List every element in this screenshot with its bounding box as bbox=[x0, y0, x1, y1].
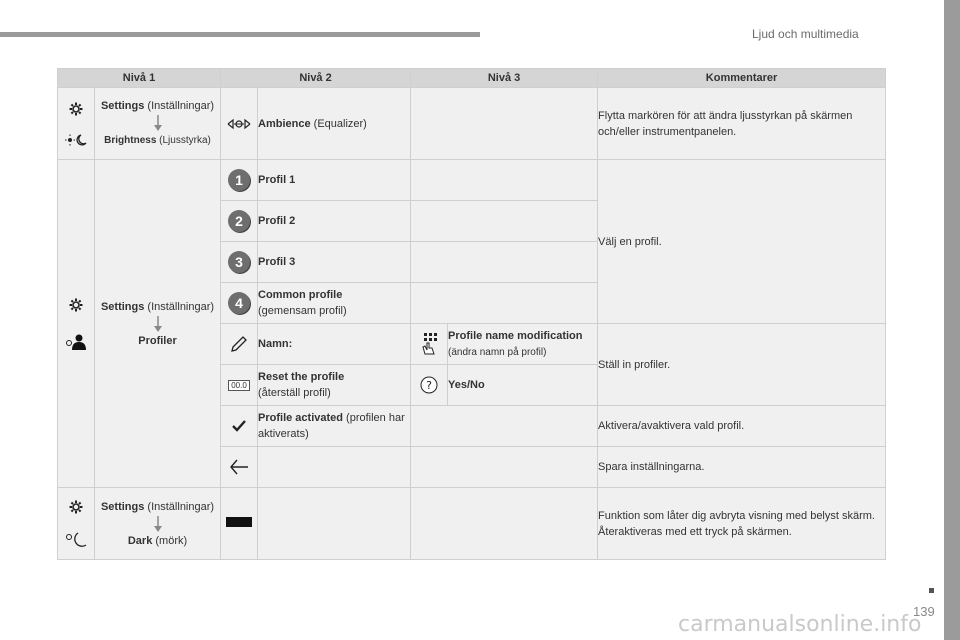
common-profile-label: Common profile bbox=[258, 289, 343, 301]
svg-text:?: ? bbox=[426, 379, 432, 392]
badge-cell bbox=[221, 201, 258, 242]
reset-label: Reset the profile bbox=[258, 371, 345, 383]
profil-3-label: Profil 3 bbox=[258, 242, 411, 283]
equalizer-icon bbox=[227, 118, 251, 130]
checkmark-icon bbox=[232, 420, 246, 432]
dark-moon-icon bbox=[65, 532, 87, 548]
comment-dark-line1: Funktion som låter dig avbryta visning med belyst skärm. bbox=[598, 509, 875, 522]
common-profile-label-sv: (gemensam profil) bbox=[258, 305, 347, 317]
activated-label: Profile activated bbox=[258, 412, 343, 424]
side-strip bbox=[944, 0, 960, 640]
level3-empty bbox=[411, 283, 598, 324]
settings-label: Settings bbox=[100, 100, 145, 112]
gear-icon bbox=[69, 500, 83, 514]
ambience-label-sv: (Equalizer) bbox=[310, 117, 367, 130]
settings-label-sv: (Inställningar) bbox=[144, 500, 215, 513]
keyboard-icon-cell bbox=[411, 324, 448, 365]
dark-label-sv: (mörk) bbox=[152, 534, 188, 547]
profile-2-badge: 2 bbox=[228, 210, 250, 232]
header-level3: Nivå 3 bbox=[411, 69, 598, 88]
black-screen-icon bbox=[226, 517, 252, 527]
header-comments: Kommentarer bbox=[598, 69, 886, 88]
black-screen-icon-cell bbox=[221, 488, 258, 560]
badge-cell bbox=[221, 242, 258, 283]
arrow-down-icon bbox=[153, 115, 163, 131]
comment-dark bbox=[598, 488, 886, 560]
level3-empty bbox=[411, 447, 598, 488]
pencil-icon bbox=[230, 335, 248, 353]
ambience-label: Ambience bbox=[258, 117, 311, 130]
level3-empty bbox=[411, 406, 598, 447]
settings-label-sv: (Inställningar) bbox=[144, 300, 215, 313]
activated-cell bbox=[258, 406, 411, 447]
level1-icons bbox=[58, 488, 95, 560]
back-arrow-icon bbox=[229, 459, 249, 475]
arrow-down-icon bbox=[153, 316, 163, 332]
common-profile-cell bbox=[258, 283, 411, 324]
settings-label: Settings bbox=[100, 300, 145, 313]
reset-counter-icon: 00.0 bbox=[228, 380, 250, 391]
level3-empty bbox=[411, 488, 598, 560]
level3-empty bbox=[411, 201, 598, 242]
name-mod-label: Profile name modification bbox=[448, 329, 583, 342]
level3-empty bbox=[411, 242, 598, 283]
header-level2: Nivå 2 bbox=[221, 69, 411, 88]
settings-label-sv: (Inställningar) bbox=[144, 100, 215, 112]
comment-dark-line2: Återaktiveras med ett tryck på skärmen. bbox=[598, 525, 792, 538]
profile-1-badge: 1 bbox=[228, 169, 250, 191]
table-header-row bbox=[58, 69, 886, 88]
comment-activate: Aktivera/avaktivera vald profil. bbox=[598, 406, 886, 447]
profile-4-badge: 4 bbox=[228, 292, 250, 314]
profiles-icons bbox=[58, 160, 95, 488]
back-icon-cell bbox=[221, 447, 258, 488]
level1-icons bbox=[58, 88, 95, 160]
name-mod-label-sv: (ändra namn på profil) bbox=[448, 346, 547, 358]
badge-cell bbox=[221, 160, 258, 201]
table-row bbox=[58, 88, 886, 160]
watermark: carmanualsonline.info bbox=[678, 612, 922, 637]
comment-set-profiles: Ställ in profiler. bbox=[598, 324, 886, 406]
keyboard-touch-icon bbox=[420, 333, 438, 355]
settings-table bbox=[57, 68, 886, 560]
gear-icon bbox=[69, 298, 83, 312]
level2-empty bbox=[258, 488, 411, 560]
level3-empty bbox=[411, 160, 598, 201]
ambience-cell bbox=[258, 88, 411, 160]
namn-label: Namn: bbox=[258, 324, 411, 365]
reset-cell bbox=[258, 365, 411, 406]
profile-3-badge: 3 bbox=[228, 251, 250, 273]
profile-user-icon bbox=[65, 334, 87, 350]
activated-label-sv: (profilen har aktiverats) bbox=[258, 412, 405, 440]
page-number: 139 bbox=[913, 604, 935, 619]
arrow-down-icon bbox=[153, 516, 163, 532]
level2-empty bbox=[258, 447, 411, 488]
name-mod-cell bbox=[448, 324, 598, 365]
table-row bbox=[58, 160, 886, 201]
brightness-icon bbox=[65, 134, 87, 146]
profil-1-label: Profil 1 bbox=[258, 160, 411, 201]
badge-cell bbox=[221, 283, 258, 324]
dark-label: Dark bbox=[127, 534, 153, 547]
reset-label-sv: (återställ profil) bbox=[258, 387, 331, 399]
header-bar bbox=[0, 32, 480, 37]
settings-label: Settings bbox=[100, 500, 145, 513]
brightness-label: Brightness bbox=[104, 135, 157, 146]
ambience-icon-cell bbox=[221, 88, 258, 160]
page-marker bbox=[929, 588, 934, 593]
question-icon-cell bbox=[411, 365, 448, 406]
level1-text bbox=[95, 88, 221, 160]
reset-icon-cell bbox=[221, 365, 258, 406]
comment-save: Spara inställningarna. bbox=[598, 447, 886, 488]
gear-icon bbox=[69, 102, 83, 116]
level1-text bbox=[95, 488, 221, 560]
pencil-icon-cell bbox=[221, 324, 258, 365]
profil-2-label: Profil 2 bbox=[258, 201, 411, 242]
comment-cell: Flytta markören för att ändra ljusstyrkan på skärmen och/eller instrumentpanelen. bbox=[598, 88, 886, 160]
level3-empty bbox=[411, 88, 598, 160]
table-row bbox=[58, 488, 886, 560]
comment-choose-profile: Välj en profil. bbox=[598, 160, 886, 324]
section-title: Ljud och multimedia bbox=[752, 27, 859, 41]
header-level1: Nivå 1 bbox=[58, 69, 221, 88]
profiles-level1-text bbox=[95, 160, 221, 488]
profiler-label: Profiler bbox=[138, 334, 177, 347]
brightness-label-sv: (Ljusstyrka) bbox=[156, 135, 211, 146]
check-icon-cell bbox=[221, 406, 258, 447]
question-icon bbox=[420, 376, 438, 394]
yes-no-label: Yes/No bbox=[448, 365, 598, 406]
